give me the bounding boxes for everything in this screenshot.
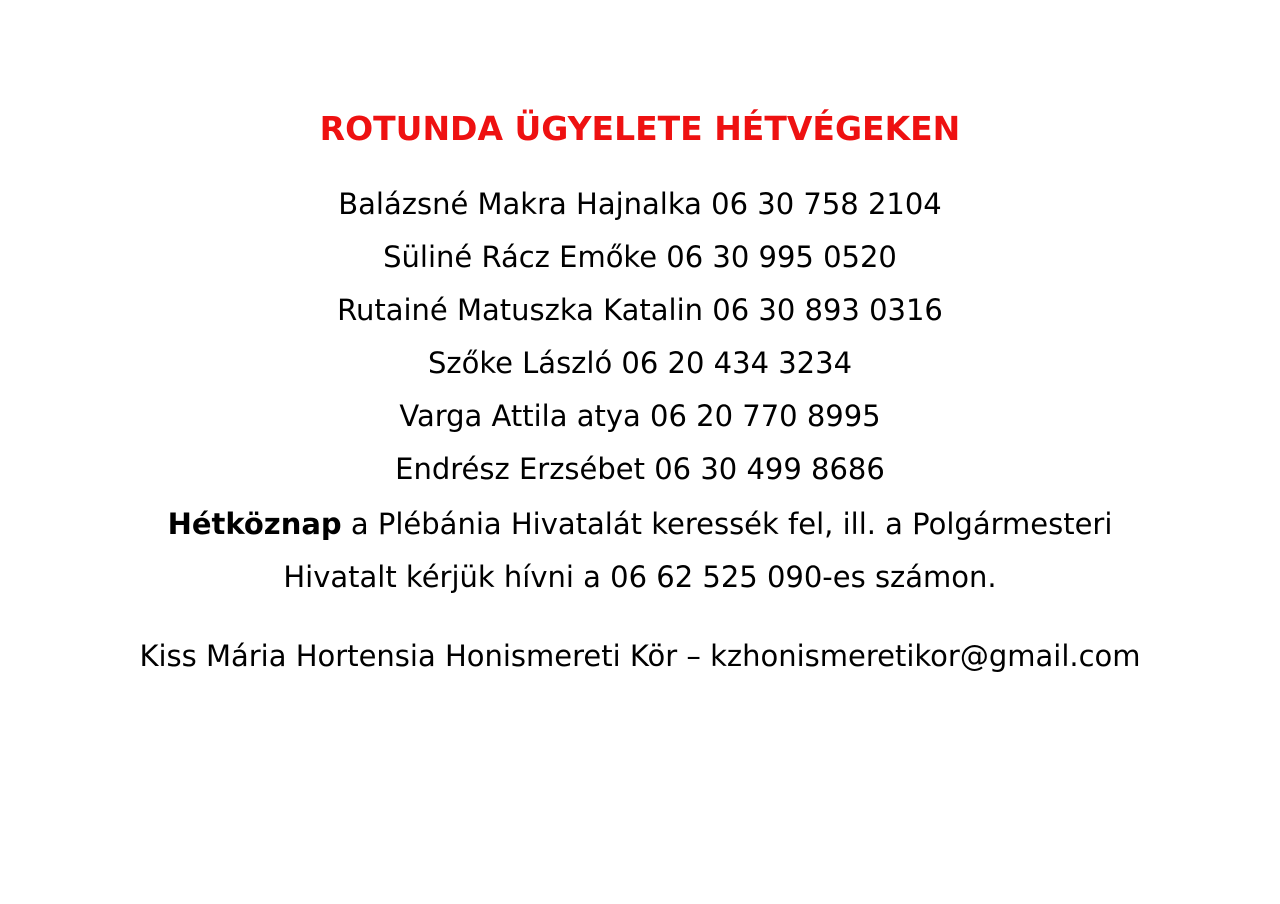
weekday-notice: [0, 498, 1280, 604]
contact-item: Rutainé Matuszka Katalin 06 30 893 0316: [337, 293, 943, 327]
contact-list: [0, 180, 1280, 498]
weekday-line-2: Hivatalt kérjük hívni a 06 62 525 090-es számon.: [283, 560, 997, 594]
contact-item: Endrész Erzsébet 06 30 499 8686: [395, 452, 885, 486]
weekday-line-1-text: a Plébánia Hivatalát keressék fel, ill. a Polgármesteri: [341, 507, 1113, 541]
contact-item: Balázsné Makra Hajnalka 06 30 758 2104: [338, 187, 942, 221]
contact-item: Süliné Rácz Emőke 06 30 995 0520: [383, 240, 897, 274]
footer-contact: Kiss Mária Hortensia Honismereti Kör – kzhonismeretikor@gmail.com: [139, 639, 1141, 673]
weekday-label: Hétköznap: [167, 507, 342, 541]
weekday-line-1: [168, 507, 1113, 541]
contact-item: Varga Attila atya 06 20 770 8995: [399, 399, 881, 433]
page-title: ROTUNDA ÜGYELETE HÉTVÉGEKEN: [319, 109, 961, 148]
contact-item: Szőke László 06 20 434 3234: [427, 346, 853, 380]
